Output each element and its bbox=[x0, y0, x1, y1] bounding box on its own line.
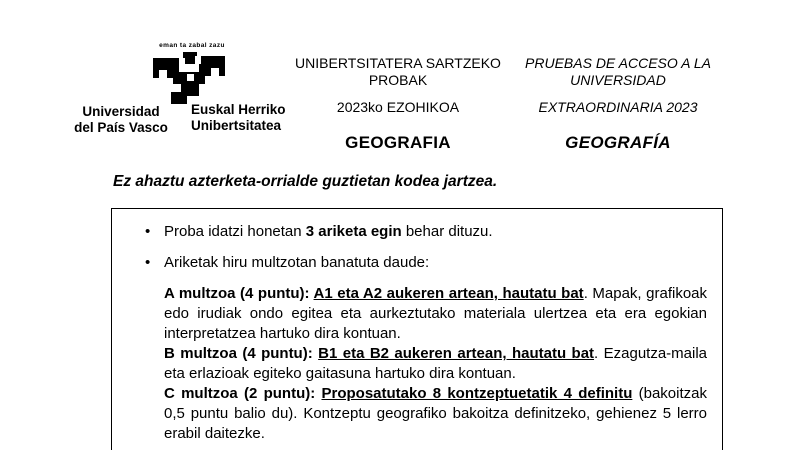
bullet-text: Proba idatzi honetan 3 ariketa egin behar dituzu. bbox=[164, 223, 493, 240]
exam-session-spanish: EXTRAORDINARIA 2023 bbox=[538, 99, 698, 115]
instructions-box bbox=[111, 208, 723, 450]
group-instructions bbox=[164, 284, 707, 444]
bullet-text: Ariketak hiru multzotan banatuta daude: bbox=[164, 254, 430, 271]
exam-header-basque bbox=[283, 55, 513, 153]
code-reminder-notice: Ez ahaztu azterketa-orrialde guztietan kodea jartzea. bbox=[113, 173, 498, 190]
logo-motto: eman ta zabal zazu bbox=[159, 42, 225, 49]
university-name-basque-line1: Euskal Herriko bbox=[191, 102, 286, 117]
exam-subject-basque: GEOGRAFIA bbox=[345, 133, 451, 152]
group-a-instructions: A multzoa (4 puntu): A1 eta A2 aukeren artean, hautatu bat. Mapak, grafikoak edo irudiak ondo egitea eta aurkeztutako materiala ulertzea eta era egokian interpretatzea hartuko dira kontuan. bbox=[164, 285, 707, 342]
bullet-icon bbox=[145, 222, 164, 242]
bullet-item-exercise-count bbox=[145, 222, 706, 242]
university-name-spanish-line2: del País Vasco bbox=[74, 119, 168, 135]
instructions-bullets bbox=[112, 209, 722, 273]
university-name-basque-line2: Unibertsitatea bbox=[191, 117, 282, 133]
exam-subject-spanish: GEOGRAFÍA bbox=[565, 133, 671, 152]
exam-session-basque: 2023ko EZOHIKOA bbox=[336, 99, 460, 115]
exam-title-spanish-line1: PRUEBAS DE ACCESO A LA bbox=[525, 55, 711, 71]
upv-ehu-tree-logo-icon bbox=[147, 50, 231, 104]
exam-title-basque-line1: UNIBERTSITATERA SARTZEKO bbox=[295, 55, 501, 71]
exam-title-basque-line2: PROBAK bbox=[368, 72, 428, 88]
bullet-item-groups-intro bbox=[145, 253, 706, 273]
group-b-instructions: B multzoa (4 puntu): B1 eta B2 aukeren artean, hautatu bat. Ezagutza-maila eta erlazioak egiteko gaitasuna hartuko dira kontuan. bbox=[164, 345, 708, 382]
university-name-spanish-line1: Universidad bbox=[82, 104, 160, 119]
exam-header-spanish bbox=[503, 55, 733, 153]
bullet-icon bbox=[145, 253, 164, 273]
exam-title-spanish-line2: UNIVERSIDAD bbox=[570, 72, 666, 88]
university-name-spanish bbox=[60, 104, 182, 135]
group-c-instructions: C multzoa (2 puntu): Proposatutako 8 kontzeptuetatik 4 definitu (bakoitzak 0,5 puntu balio du). Kontzeptu geografiko bakoitza definitzeko, gehienez 5 lerro erabil daitezke. bbox=[164, 385, 707, 442]
